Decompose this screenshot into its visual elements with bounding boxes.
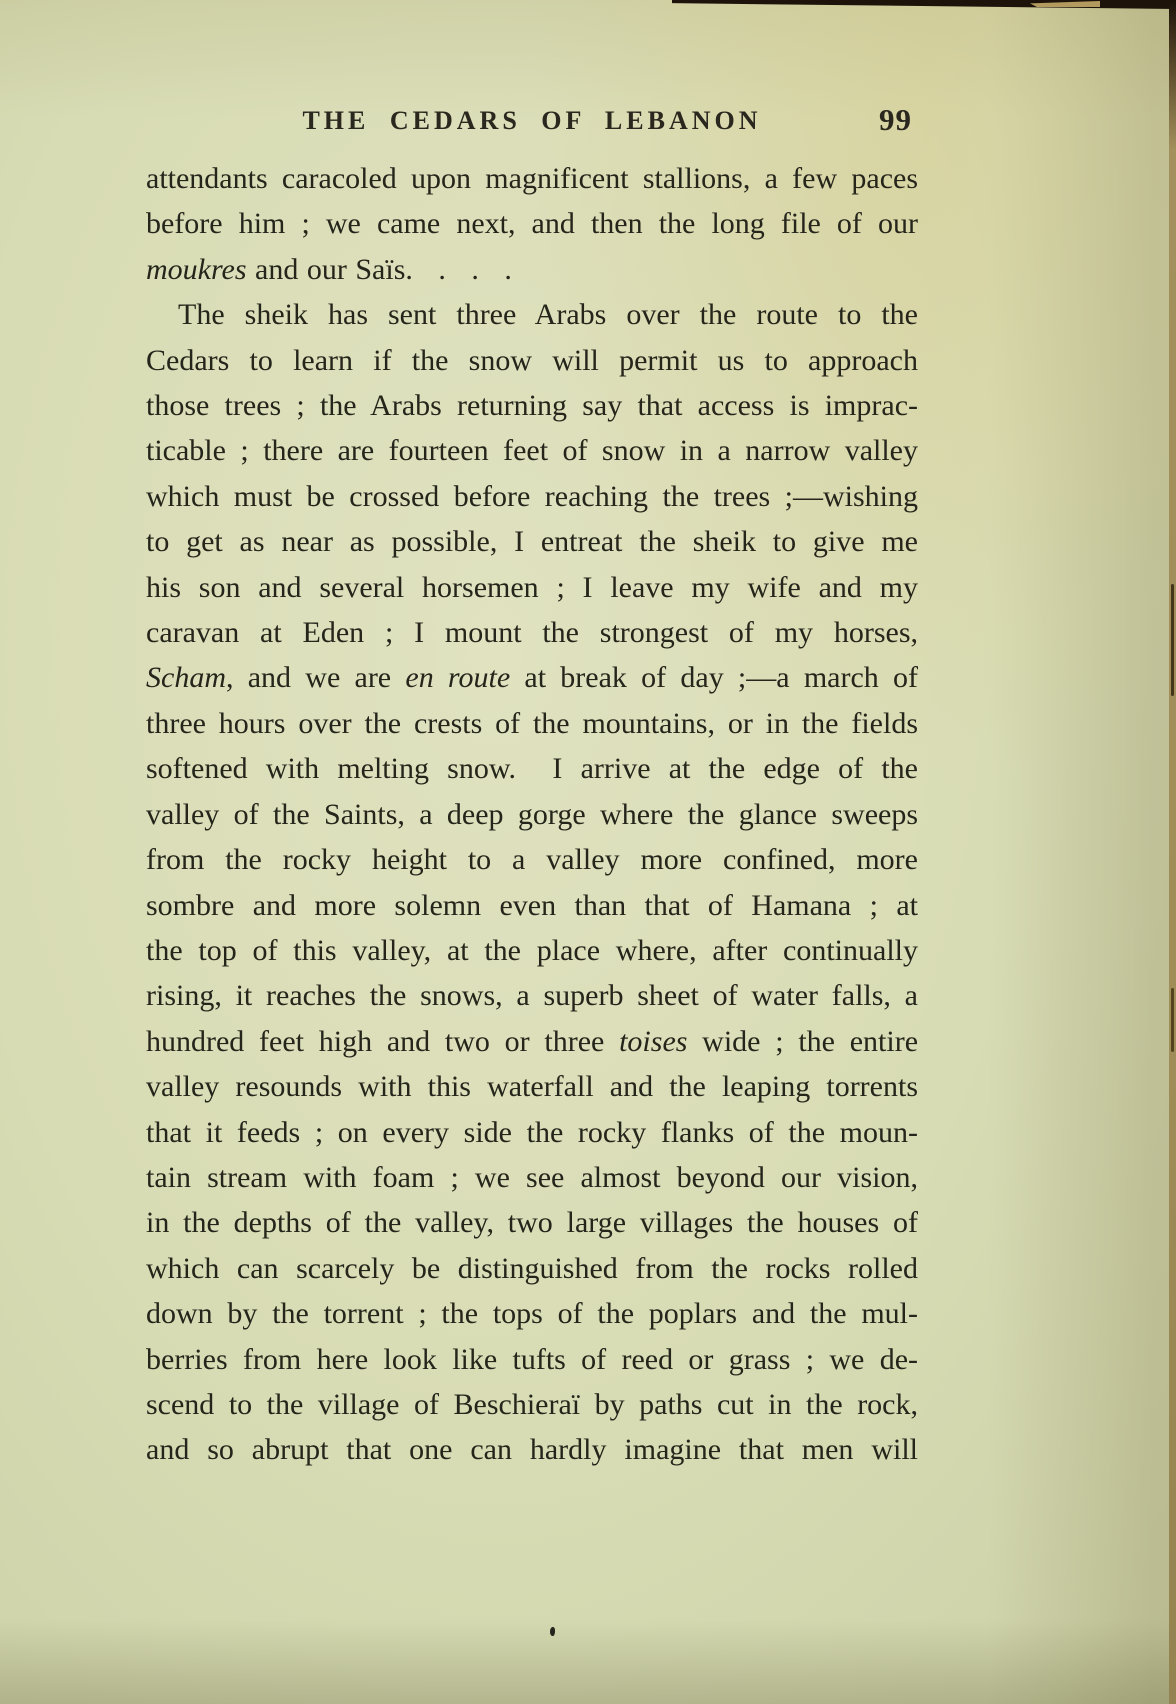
text-line (146, 883, 918, 928)
page-edge-right (1169, 0, 1176, 1704)
body-text-segment: , and we are (225, 661, 406, 695)
body-text-segment: caravan at Eden ; I mount the strongest of my horses, (146, 616, 918, 650)
italic-text: moukres (146, 252, 247, 286)
text-line (146, 928, 918, 973)
text-line (146, 610, 918, 655)
text-line (146, 746, 918, 791)
text-line (146, 474, 918, 519)
text-line (146, 1246, 918, 1291)
body-text-segment: that it feeds ; on every side the rocky flanks of the moun- (146, 1115, 918, 1149)
text-line (146, 201, 918, 246)
body-text-segment: valley resounds with this waterfall and the leaping torrents (146, 1070, 918, 1104)
body-text-segment: and so abrupt that one can hardly imagine that men will (146, 1433, 918, 1467)
text-line (146, 1337, 918, 1382)
text-line (146, 792, 918, 837)
body-text-segment: berries from here look like tufts of reed or grass ; we de- (146, 1342, 918, 1376)
page-body (146, 156, 918, 1473)
running-head-title: THE CEDARS OF LEBANON (302, 106, 762, 135)
body-text-segment: before him ; we came next, and then the long file of our (146, 207, 918, 241)
text-line (146, 383, 918, 428)
text-line (146, 519, 918, 564)
text-line (146, 1064, 918, 1109)
text-line (146, 837, 918, 882)
body-text-segment: to get as near as possible, I entreat the sheik to give me (146, 525, 918, 559)
body-text-segment: The sheik has sent three Arabs over the route to the (178, 298, 918, 332)
text-line (146, 1382, 918, 1427)
body-text-segment: at break of day ;—a march of (510, 661, 919, 695)
body-text-segment: and our Saïs. . . . (246, 252, 512, 286)
body-text-segment: scend to the village of Beschieraï by paths cut in the rock, (146, 1387, 918, 1421)
body-text-segment: those trees ; the Arabs returning say that access is imprac- (146, 389, 918, 423)
body-text-segment: softened with melting snow. I arrive at the edge of the (146, 752, 918, 786)
body-text-segment: rising, it reaches the snows, a superb sheet of water falls, a (146, 979, 918, 1013)
body-text-segment: sombre and more solemn even than that of Hamana ; at (146, 888, 918, 922)
page-edge-mark (1171, 584, 1174, 696)
body-text-segment: down by the torrent ; the tops of the poplars and the mul- (146, 1297, 918, 1331)
text-line (146, 1427, 918, 1472)
body-text-segment: hundred feet high and two or three (146, 1024, 620, 1058)
body-text-segment: his son and several horsemen ; I leave my wife and my (146, 570, 918, 604)
text-line (146, 655, 918, 700)
body-text-segment: attendants caracoled upon magnificent stallions, a few paces (146, 162, 918, 195)
photo-edge-top (672, 0, 1176, 9)
body-text-segment: wide ; the entire (687, 1024, 919, 1058)
text-line (146, 701, 918, 746)
page-number: 99 (879, 102, 912, 137)
text-line (146, 428, 918, 473)
text-line (146, 292, 918, 337)
text-line (146, 973, 918, 1018)
body-text-segment: three hours over the crests of the mountains, or in the fields (146, 706, 918, 740)
italic-text: toises (619, 1024, 688, 1058)
body-text-segment: from the rocky height to a valley more confined, more (146, 843, 918, 877)
italic-text: en route (405, 661, 511, 695)
body-text-segment: ticable ; there are fourteen feet of snow in a narrow valley (146, 434, 918, 468)
page-edge-mark (1171, 988, 1174, 1052)
body-text-segment: the top of this valley, at the place where, after continually (146, 933, 918, 967)
body-text-segment: valley of the Saints, a deep gorge where the glance sweeps (146, 797, 918, 831)
text-line (146, 1110, 918, 1155)
text-line (146, 1291, 918, 1336)
text-line (146, 1019, 918, 1064)
body-text-segment: in the depths of the valley, two large villages the houses of (146, 1206, 918, 1240)
body-text-segment: which must be crossed before reaching the trees ;—wishing (146, 479, 918, 513)
body-text-segment: Cedars to learn if the snow will permit us to approach (146, 343, 918, 377)
text-line (146, 1155, 918, 1200)
text-line (146, 247, 918, 292)
text-line (146, 338, 918, 383)
body-text-segment: which can scarcely be distinguished from the rocks rolled (146, 1251, 918, 1285)
text-line (146, 1200, 918, 1245)
text-line (146, 565, 918, 610)
ink-speck (550, 1627, 556, 1636)
text-line (146, 156, 918, 201)
body-text-segment: tain stream with foam ; we see almost beyond our vision, (146, 1160, 918, 1194)
italic-text: Scham (146, 661, 226, 695)
